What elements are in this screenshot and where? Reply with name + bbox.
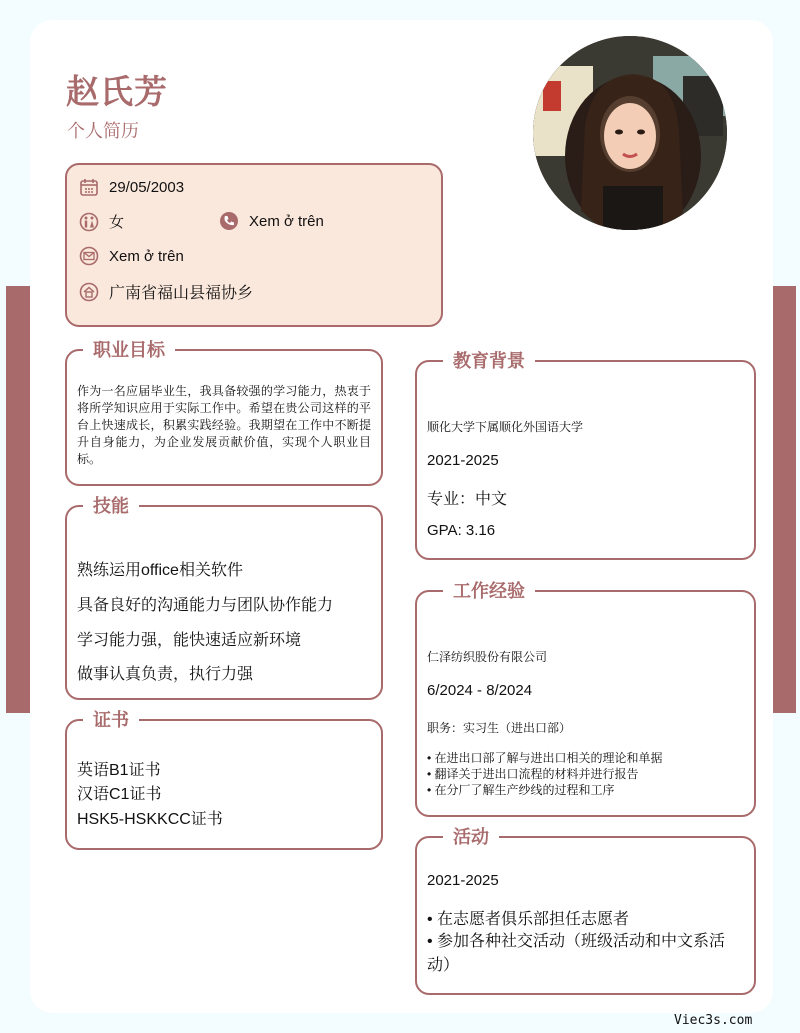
education-school: 顺化大学下属顺化外国语大学 [427, 420, 584, 434]
phone-value: Xem ở trên [249, 212, 324, 230]
profile-photo [533, 36, 727, 230]
home-icon [79, 282, 99, 302]
gender-icon [79, 212, 99, 232]
activity-item: • 参加各种社交活动（班级活动和中文系活动） [427, 933, 726, 974]
resume-subtitle: 个人简历 [67, 121, 139, 141]
skill-item: 做事认真负责，执行力强 [77, 666, 254, 683]
birthdate-value: 29/05/2003 [109, 178, 185, 196]
experience-duty: • 在分厂了解生产纱线的过程和工序 [427, 783, 615, 797]
activity-item: • 在志愿者俱乐部担任志愿者 [427, 911, 630, 928]
education-major: 专业：中文 [427, 491, 508, 508]
skill-item: 熟练运用office相关软件 [77, 562, 243, 579]
experience-duty: • 在进出口部了解与进出口相关的理论和单据 [427, 751, 663, 765]
activities-section [415, 827, 756, 995]
certificate-item: 汉语C1证书 [77, 786, 162, 803]
contact-info-box [65, 163, 443, 327]
left-accent-bar [6, 286, 30, 713]
objective-text: 作为一名应届毕业生，我具备较强的学习能力，热衷于将所学知识应用于实际工作中。希望在贵公司这样的平台上快速成长，积累实践经验。我期望在工作中不断提升自身能力，为企业发展贡献价值，实现个人职业目标。 [77, 384, 371, 466]
activities-period: 2021-2025 [427, 872, 499, 889]
certificate-item: HSK5-HSKKCC证书 [77, 811, 223, 828]
experience-section [415, 581, 756, 817]
address-value: 广南省福山县福协乡 [109, 285, 254, 302]
education-title: 教育背景 [443, 349, 535, 373]
email-row [79, 246, 184, 266]
education-period: 2021-2025 [427, 452, 499, 469]
experience-role: 职务：实习生（进出口部） [427, 721, 572, 735]
candidate-name: 赵氏芳 [66, 73, 168, 110]
certificate-item: 英语B1证书 [77, 762, 161, 779]
experience-title: 工作经验 [443, 579, 535, 603]
birthdate-row [79, 177, 184, 197]
certificates-title: 证书 [83, 708, 139, 732]
education-gpa: GPA: 3.16 [427, 522, 496, 539]
right-accent-bar [772, 286, 796, 713]
skills-section [65, 496, 383, 700]
site-watermark: Viec3s.com [674, 1013, 753, 1028]
mail-icon [79, 246, 99, 266]
experience-period: 6/2024 - 8/2024 [427, 682, 533, 699]
experience-company: 仁泽纺织股份有限公司 [427, 650, 548, 664]
calendar-icon [79, 177, 99, 197]
gender-row [79, 211, 124, 232]
education-section [415, 351, 756, 560]
activities-title: 活动 [443, 825, 499, 849]
experience-duty: • 翻译关于进出口流程的材料并进行报告 [427, 767, 639, 781]
objective-section [65, 340, 383, 486]
skill-item: 具备良好的沟通能力与团队协作能力 [77, 597, 334, 614]
email-value: Xem ở trên [109, 247, 184, 265]
skill-item: 学习能力强，能快速适应新环境 [77, 632, 302, 649]
address-row [79, 280, 253, 303]
gender-value: 女 [109, 214, 125, 231]
certificates-section [65, 710, 383, 850]
phone-row [219, 211, 324, 231]
skills-title: 技能 [83, 494, 139, 518]
objective-title: 职业目标 [83, 338, 175, 362]
phone-icon [219, 211, 239, 231]
